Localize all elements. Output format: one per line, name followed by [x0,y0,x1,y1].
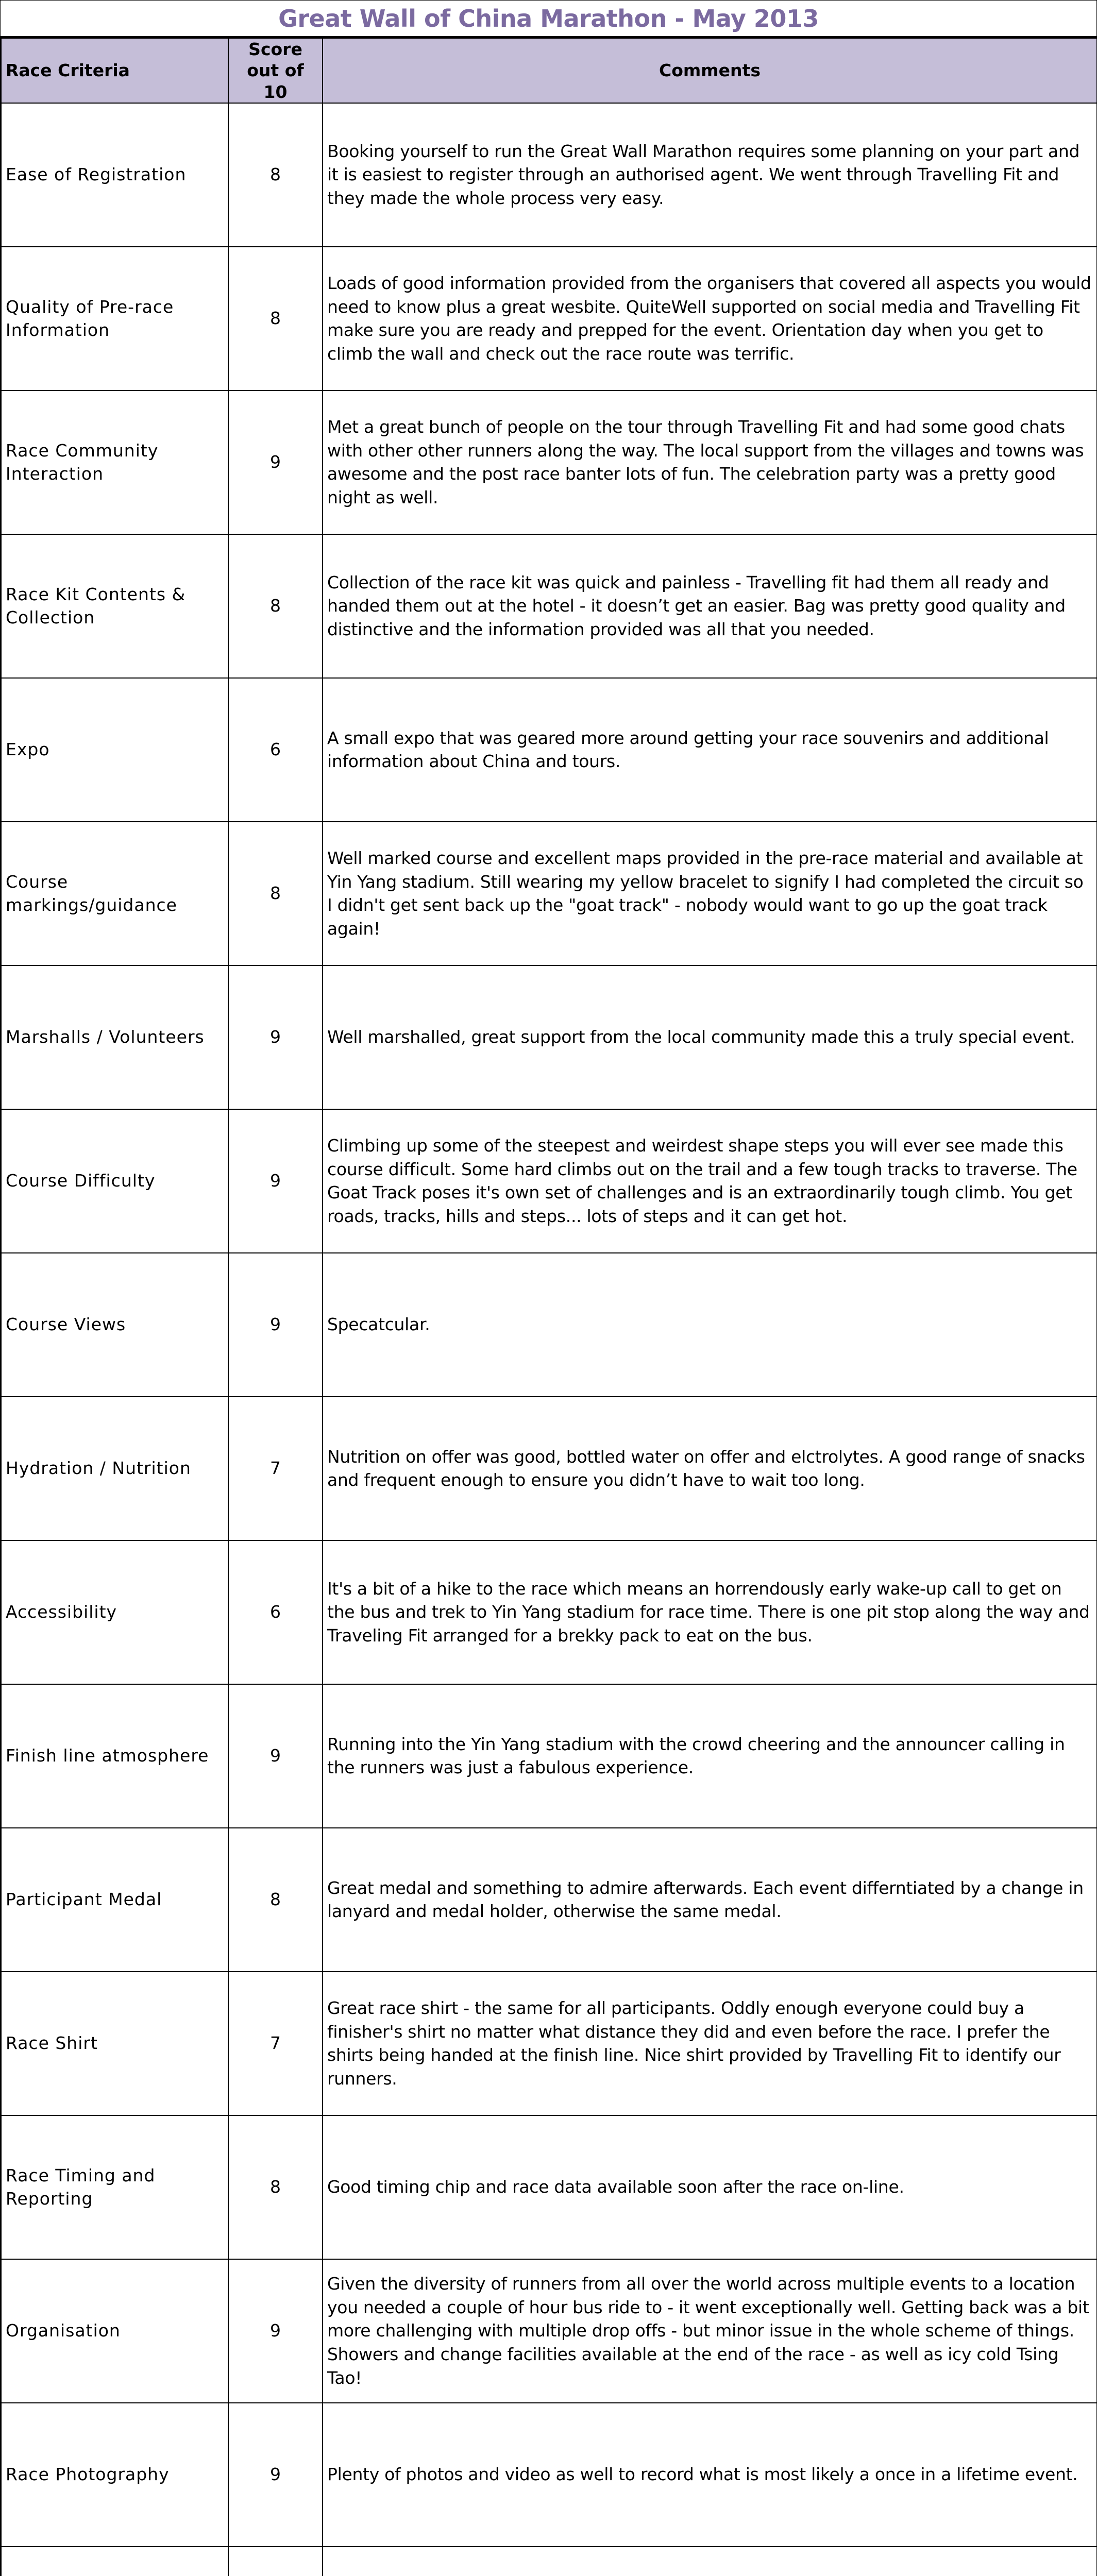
table-row [1,2259,1097,2403]
criteria-cell: Race Kit Contents & Collection [1,534,228,678]
criteria-cell: Quality of Pre-race Information [1,247,228,391]
criteria-cell: Race Community Interaction [1,391,228,534]
table-body [1,103,1097,2576]
score-cell: 9 [228,1109,323,1253]
score-cell: 8 [228,822,323,965]
table-row [1,1828,1097,1972]
table-row [1,1972,1097,2115]
table-row [1,1397,1097,1540]
comment-cell: Good timing chip and race data available soon after the race on-line. [323,2115,1097,2259]
score-cell: 8 [228,1828,323,1972]
criteria-cell: Ease of Registration [1,103,228,247]
score-cell: 9 [228,391,323,534]
comment-cell: Given the diversity of runners from all over the world across multiple events to a location you needed a couple of hour bus ride to - it went exceptionally well. Getting back was a bit more challenging with multiple drop offs - but minor issue in the whole scheme of things. Showers and change facilities available at the end of the race - as well as icy cold Tsing Tao! [323,2259,1097,2403]
comment-cell: Plenty of photos and video as well to record what is most likely a once in a lifetime event. [323,2403,1097,2547]
comment-cell: Well marshalled, great support from the local community made this a truly special event. [323,965,1097,1109]
criteria-cell: Accessibility [1,1540,228,1684]
score-cell: 6 [228,1540,323,1684]
criteria-cell: Hydration / Nutrition [1,1397,228,1540]
table-row [1,822,1097,965]
comment-cell: Great race shirt - the same for all participants. Oddly enough everyone could buy a finisher's shirt no matter what distance they did and even before the race. I prefer the shirts being handed at the finish line. Nice shirt provided by Travelling Fit to identify our runners. [323,1972,1097,2115]
column-header-race-criteria: Race Criteria [1,38,228,103]
table-row [1,1253,1097,1397]
table-row [1,2115,1097,2259]
score-header-line-1: Score [248,39,302,59]
comment-cell: Met a great bunch of people on the tour through Travelling Fit and had some good chats with other other runners along the way. The local support from the villages and towns was awesome and the post race banter lots of fun. The celebration party was a pretty good night as well. [323,391,1097,534]
score-cell: 6 [228,678,323,822]
comment-cell: Nutrition on offer was good, bottled water on offer and elctrolytes. A good range of snacks and frequent enough to ensure you didn’t have to wait too long. [323,1397,1097,1540]
comment-cell: Loads of good information provided from the organisers that covered all aspects you would need to know plus a great wesbite. QuiteWell supported on social media and Travelling Fit make sure you are ready and prepped for the event. Orientation day when you get to climb the wall and check out the race route was terrific. [323,247,1097,391]
race-review-table [1,38,1097,2576]
table-row [1,103,1097,247]
table-row [1,391,1097,534]
criteria-cell: Course Difficulty [1,1109,228,1253]
comment-cell: Specatcular. [323,1253,1097,1397]
score-cell: 8 [228,247,323,391]
score-cell: 9 [228,2403,323,2547]
header-row [1,38,1097,103]
score-cell: 9 [228,1684,323,1828]
comment-cell: Well marked course and excellent maps provided in the pre-race material and available at Yin Yang stadium. Still wearing my yellow bracelet to signify I had completed the circuit so I didn't get sent back up the "goat track" - nobody would want to go up the goat track again! [323,822,1097,965]
score-cell: 8 [228,534,323,678]
comment-cell: Climbing up some of the steepest and weirdest shape steps you will ever see made this course difficult. Some hard climbs out on the trail and a few tough tracks to traverse. The Goat Track poses it's own set of challenges and is an extraordinarily tough climb. You get roads, tracks, hills and steps... lots of steps and it can get hot. [323,1109,1097,1253]
criteria-cell: Race Photography [1,2403,228,2547]
comment-cell: Great medal and something to admire afterwards. Each event differntiated by a change in lanyard and medal holder, otherwise the same medal. [323,1828,1097,1972]
column-header-score [228,38,323,103]
comment-cell: A small expo that was geared more around getting your race souvenirs and additional information about China and tours. [323,678,1097,822]
comment-cell: Booking yourself to run the Great Wall Marathon requires some planning on your part and it is easiest to register through an authorised agent. We went through Travelling Fit and they made the whole process very easy. [323,103,1097,247]
comment-cell: It's a bit of a hike to the race which means an horrendously early wake-up call to get on the bus and trek to Yin Yang stadium for race time. There is one pit stop along the way and Traveling Fit arranged for a brekky pack to eat on the bus. [323,1540,1097,1684]
criteria-cell: Course markings/guidance [1,822,228,965]
criteria-cell: Organisation [1,2259,228,2403]
comment-cell: Running into the Yin Yang stadium with the crowd cheering and the announcer calling in the runners was just a fabulous experience. [323,1684,1097,1828]
column-header-comments: Comments [323,38,1097,103]
comment-cell: Collection of the race kit was quick and painless - Travelling fit had them all ready and handed them out at the hotel - it doesn’t get an easier. Bag was pretty good quality and distinctive and the information provided was all that you needed. [323,534,1097,678]
criteria-cell: Race Shirt [1,1972,228,2115]
score-cell: 7 [228,1972,323,2115]
table-row [1,1109,1097,1253]
table-row [1,247,1097,391]
criteria-cell: Participant Medal [1,1828,228,1972]
table-row [1,534,1097,678]
title-bar [1,1,1096,38]
comment-cell [323,2547,1097,2576]
page-title: Great Wall of China Marathon - May 2013 [278,4,819,32]
criteria-cell: Race Timing and Reporting [1,2115,228,2259]
score-cell: 8 [228,103,323,247]
table-row [1,1684,1097,1828]
criteria-cell: Expo [1,678,228,822]
score-header-line-2: out of 10 [247,60,304,102]
score-cell: 9 [228,2259,323,2403]
score-cell [228,2547,323,2576]
table-row [1,678,1097,822]
criteria-cell: Finish line atmosphere [1,1684,228,1828]
criteria-cell: Course Views [1,1253,228,1397]
table-row [1,2547,1097,2576]
criteria-cell [1,2547,228,2576]
score-cell: 9 [228,965,323,1109]
criteria-cell: Marshalls / Volunteers [1,965,228,1109]
score-cell: 8 [228,2115,323,2259]
table-row [1,2403,1097,2547]
table-row [1,1540,1097,1684]
score-cell: 7 [228,1397,323,1540]
table-row [1,965,1097,1109]
score-cell: 9 [228,1253,323,1397]
